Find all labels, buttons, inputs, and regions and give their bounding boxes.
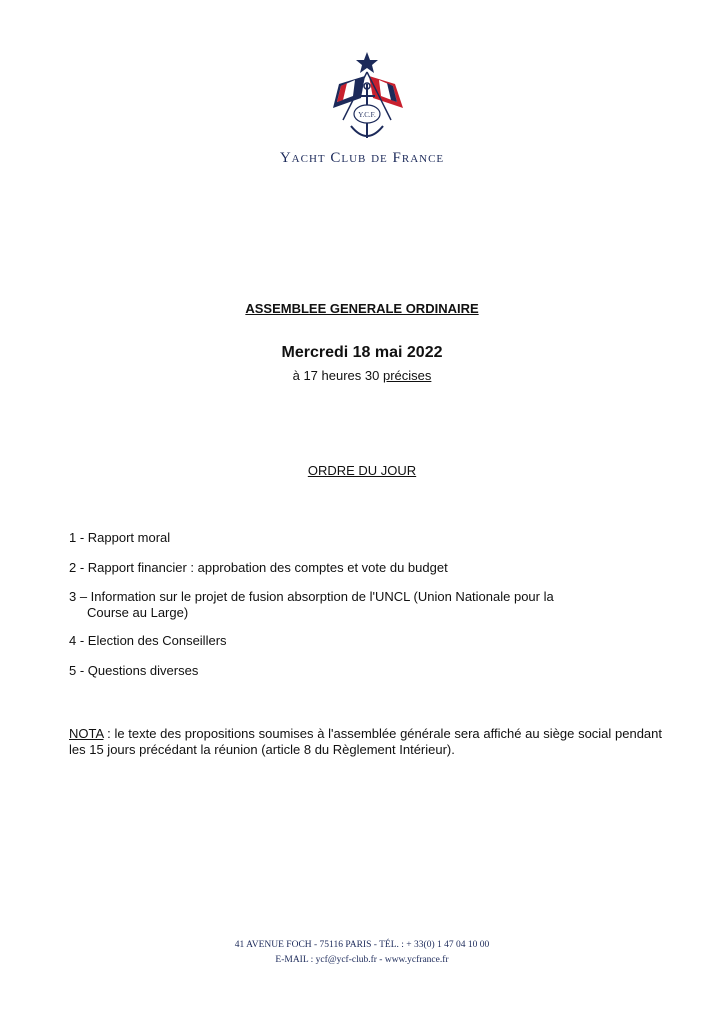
agenda-item-continuation: Course au Large): [87, 605, 189, 620]
meeting-time-emphasis: précises: [382, 368, 432, 383]
nota-paragraph: [69, 726, 662, 758]
footer-address: 41 AVENUE FOCH - 75116 PARIS - TÉL. : + 33(0) 1 47 04 10 00: [234, 940, 490, 950]
footer-contact: E-MAIL : ycf@ycf-club.fr - www.ycfrance.fr: [275, 955, 449, 965]
agenda-item-text: 3 – Information sur le projet de fusion absorption de l'UNCL (Union Nationale pour la: [69, 589, 554, 604]
nota-text: : le texte des propositions soumises à l'assemblée générale sera affiché au siège social pendant les 15 jours précédant la réunion (article 8 du Règlement Intérieur).: [69, 726, 662, 757]
agenda-item-text: 1 - Rapport moral: [69, 530, 171, 545]
agenda-item: [69, 560, 669, 576]
meeting-date: Mercredi 18 mai 2022: [281, 344, 443, 361]
logo-monogram: Y.C.F.: [358, 111, 376, 119]
agenda-title: ORDRE DU JOUR: [307, 463, 417, 478]
footer: [0, 938, 724, 968]
agenda-item: [69, 589, 669, 621]
agenda-item: [69, 633, 669, 649]
club-logo: [325, 50, 409, 146]
agenda-item: [69, 663, 669, 679]
agenda-item-text: 4 - Election des Conseillers: [69, 633, 227, 648]
agenda-item-text: 2 - Rapport financier : approbation des comptes et vote du budget: [69, 560, 448, 575]
meeting-time-text: à 17 heures 30: [292, 368, 383, 383]
meeting-title: ASSEMBLEE GENERALE ORDINAIRE: [245, 301, 479, 316]
agenda-item-text: 5 - Questions diverses: [69, 663, 199, 678]
ycf-emblem-icon: [325, 50, 409, 146]
agenda-item: [69, 530, 669, 546]
nota-label: NOTA: [69, 726, 104, 741]
meeting-time: [0, 368, 724, 383]
club-name: Yacht Club de France: [279, 150, 445, 166]
